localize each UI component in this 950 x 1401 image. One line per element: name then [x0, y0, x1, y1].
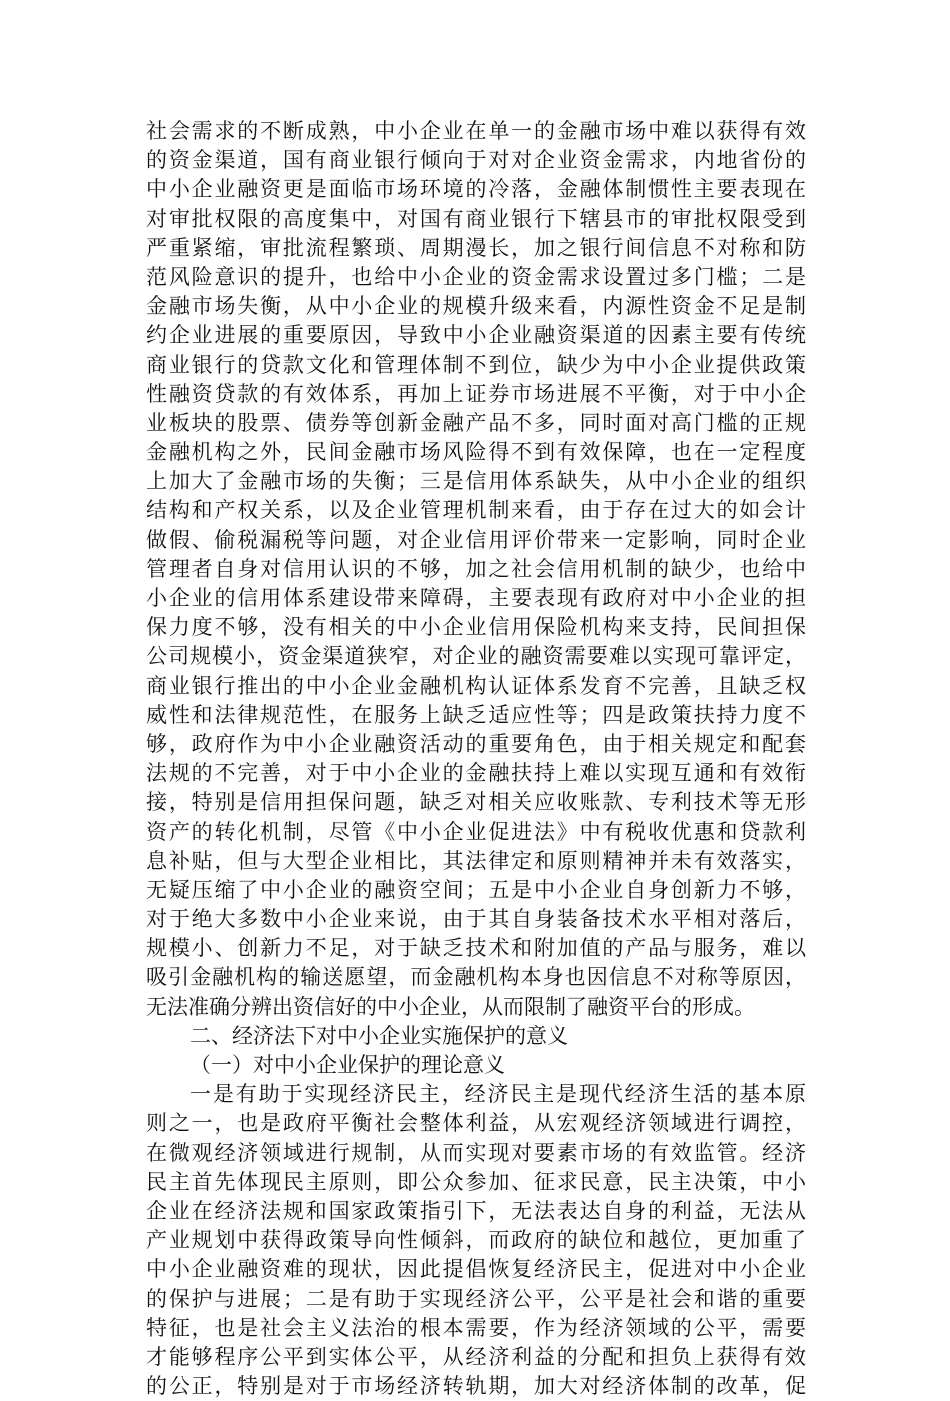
text-line: 社会需求的不断成熟，中小企业在单一的金融市场中难以获得有效 — [146, 119, 806, 143]
text-line: 才能够程序公平到实体公平，从经济利益的分配和担负上获得有效 — [146, 1344, 806, 1369]
text-line: 上加大了金融市场的失衡；三是信用体系缺失，从中小企业的组织 — [146, 469, 806, 494]
text-line: 的保护与进展；二是有助于实现经济公平，公平是社会和谐的重要 — [146, 1286, 806, 1311]
text-line: 对审批权限的高度集中，对国有商业银行下辖县市的审批权限受到 — [146, 206, 806, 231]
text-line: 商业银行的贷款文化和管理体制不到位，缺少为中小企业提供政策 — [146, 352, 806, 377]
text-line: 的公正，特别是对于市场经济转轨期，加大对经济体制的改革，促 — [146, 1374, 806, 1399]
text-line: 金融机构之外，民间金融市场风险得不到有效保障，也在一定程度 — [146, 440, 806, 465]
text-line: 息补贴，但与大型企业相比，其法律定和原则精神并未有效落实， — [146, 848, 806, 873]
text-line: 吸引金融机构的输送愿望，而金融机构本身也因信息不对称等原因， — [146, 965, 806, 990]
text-line: 在微观经济领域进行规制，从而实现对要素市场的有效监管。经济 — [146, 1140, 806, 1165]
text-line: 公司规模小，资金渠道狭窄，对企业的融资需要难以实现可靠评定， — [146, 644, 806, 669]
text-line: 规模小、创新力不足，对于缺乏技术和附加值的产品与服务，难以 — [146, 936, 806, 961]
text-line: 性融资贷款的有效体系，再加上证券市场进展不平衡，对于中小企 — [146, 381, 806, 406]
text-line: 够，政府作为中小企业融资活动的重要角色，由于相关规定和配套 — [146, 731, 806, 756]
text-line: 中小企业融资难的现状，因此提倡恢复经济民主，促进对中小企业 — [146, 1257, 806, 1282]
text-line: 无法准确分辨出资信好的中小企业，从而限制了融资平台的形成。 — [146, 994, 755, 1019]
text-line: 严重紧缩，审批流程繁琐、周期漫长，加之银行间信息不对称和防 — [146, 235, 806, 260]
text-line: 则之一，也是政府平衡社会整体利益，从宏观经济领域进行调控， — [146, 1111, 806, 1136]
text-line: 做假、偷税漏税等问题，对企业信用评价带来一定影响，同时企业 — [146, 527, 806, 552]
text-line: 保力度不够，没有相关的中小企业信用保险机构来支持，民间担保 — [146, 615, 806, 640]
text-line: 小企业的信用体系建设带来障碍，主要表现有政府对中小企业的担 — [146, 586, 806, 610]
text-line: 特征，也是社会主义法治的根本需要，作为经济领域的公平，需要 — [146, 1315, 806, 1340]
text-line: 管理者自身对信用认识的不够，加之社会信用机制的缺少，也给中 — [146, 556, 806, 581]
text-line: 接，特别是信用担保问题，缺乏对相关应收账款、专利技术等无形 — [146, 790, 806, 815]
text-line: 的资金渠道，国有商业银行倾向于对对企业资金需求，内地省份的 — [146, 148, 806, 173]
text-line: 金融市场失衡，从中小企业的规模升级来看，内源性资金不足是制 — [146, 294, 806, 319]
text-line: 范风险意识的提升，也给中小企业的资金需求设置过多门槛；二是 — [146, 264, 806, 289]
section-heading: （一）对中小企业保护的理论意义 — [190, 1053, 505, 1077]
body-text — [146, 117, 806, 1401]
section-heading: 二、经济法下对中小企业实施保护的意义 — [190, 1023, 568, 1048]
text-line: 法规的不完善，对于中小企业的金融扶持上难以实现互通和有效衔 — [146, 761, 806, 786]
text-line: 商业银行推出的中小企业金融机构认证体系发育不完善，且缺乏权 — [146, 673, 806, 698]
text-line: 资产的转化机制，尽管《中小企业促进法》中有税收优惠和贷款利 — [146, 819, 806, 844]
text-line: 业板块的股票、债券等创新金融产品不多，同时面对高门槛的正规 — [146, 410, 806, 435]
text-line: 民主首先体现民主原则，即公众参加、征求民意，民主决策，中小 — [146, 1169, 806, 1194]
text-line: 约企业进展的重要原因，导致中小企业融资渠道的因素主要有传统 — [146, 323, 806, 348]
text-line: 企业在经济法规和国家政策指引下，无法表达自身的利益，无法从 — [146, 1198, 806, 1223]
text-line: 对于绝大多数中小企业来说，由于其自身装备技术水平相对落后， — [146, 907, 806, 932]
text-line: 无疑压缩了中小企业的融资空间；五是中小企业自身创新力不够， — [146, 877, 806, 902]
text-line: 威性和法律规范性，在服务上缺乏适应性等；四是政策扶持力度不 — [146, 702, 806, 727]
text-line: 一是有助于实现经济民主，经济民主是现代经济生活的基本原 — [190, 1082, 806, 1107]
text-line: 产业规划中获得政策导向性倾斜，而政府的缺位和越位，更加重了 — [146, 1228, 806, 1253]
text-line: 结构和产权关系，以及企业管理机制来看，由于存在过大的如会计 — [146, 498, 806, 523]
text-line: 中小企业融资更是面临市场环境的冷落，金融体制惯性主要表现在 — [146, 177, 806, 202]
